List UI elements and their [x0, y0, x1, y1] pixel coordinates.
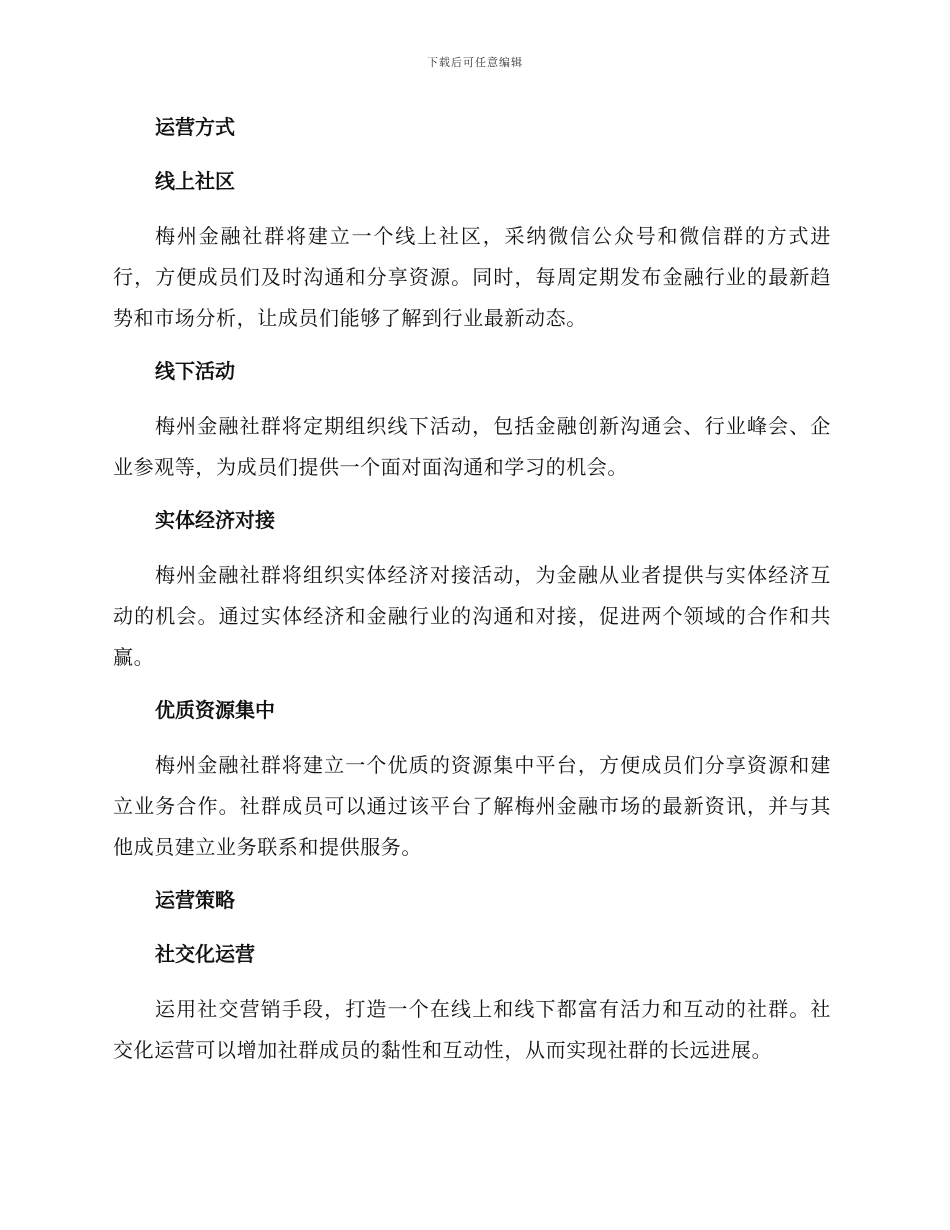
heading-resource-hub: 优质资源集中 — [155, 698, 275, 722]
paragraph-social-operation: 运用社交营销手段，打造一个在线上和线下都富有活力和互动的社群。社交化运营可以增加社群成员的黏性和互动性，从而实现社群的长远进展。 — [113, 997, 831, 1062]
heading-real-economy: 实体经济对接 — [155, 508, 275, 532]
paragraph-resource-hub: 梅州金融社群将建立一个优质的资源集中平台，方便成员们分享资源和建立业务合作。社群成员可以通过该平台了解梅州金融市场的最新资讯，并与其他成员建立业务联系和提供服务。 — [113, 753, 831, 859]
paragraph-offline-activities: 梅州金融社群将定期组织线下活动，包括金融创新沟通会、行业峰会、企业参观等，为成员们提供一个面对面沟通和学习的机会。 — [113, 414, 831, 479]
paragraph-real-economy: 梅州金融社群将组织实体经济对接活动，为金融从业者提供与实体经济互动的机会。通过实体经济和金融行业的沟通和对接，促进两个领域的合作和共赢。 — [113, 563, 831, 669]
paragraph-online-community: 梅州金融社群将建立一个线上社区，采纳微信公众号和微信群的方式进行，方便成员们及时沟通和分享资源。同时，每周定期发布金融行业的最新趋势和市场分析，让成员们能够了解到行业最新动态。 — [113, 224, 831, 330]
page-header: 下载后可任意编辑 — [427, 56, 523, 69]
heading-operation-strategy: 运营策略 — [155, 888, 235, 912]
heading-operation-mode: 运营方式 — [155, 115, 235, 139]
document-body — [113, 108, 831, 1084]
heading-offline-activities: 线下活动 — [155, 359, 235, 383]
heading-online-community: 线上社区 — [155, 169, 235, 193]
heading-social-operation: 社交化运营 — [155, 942, 255, 966]
